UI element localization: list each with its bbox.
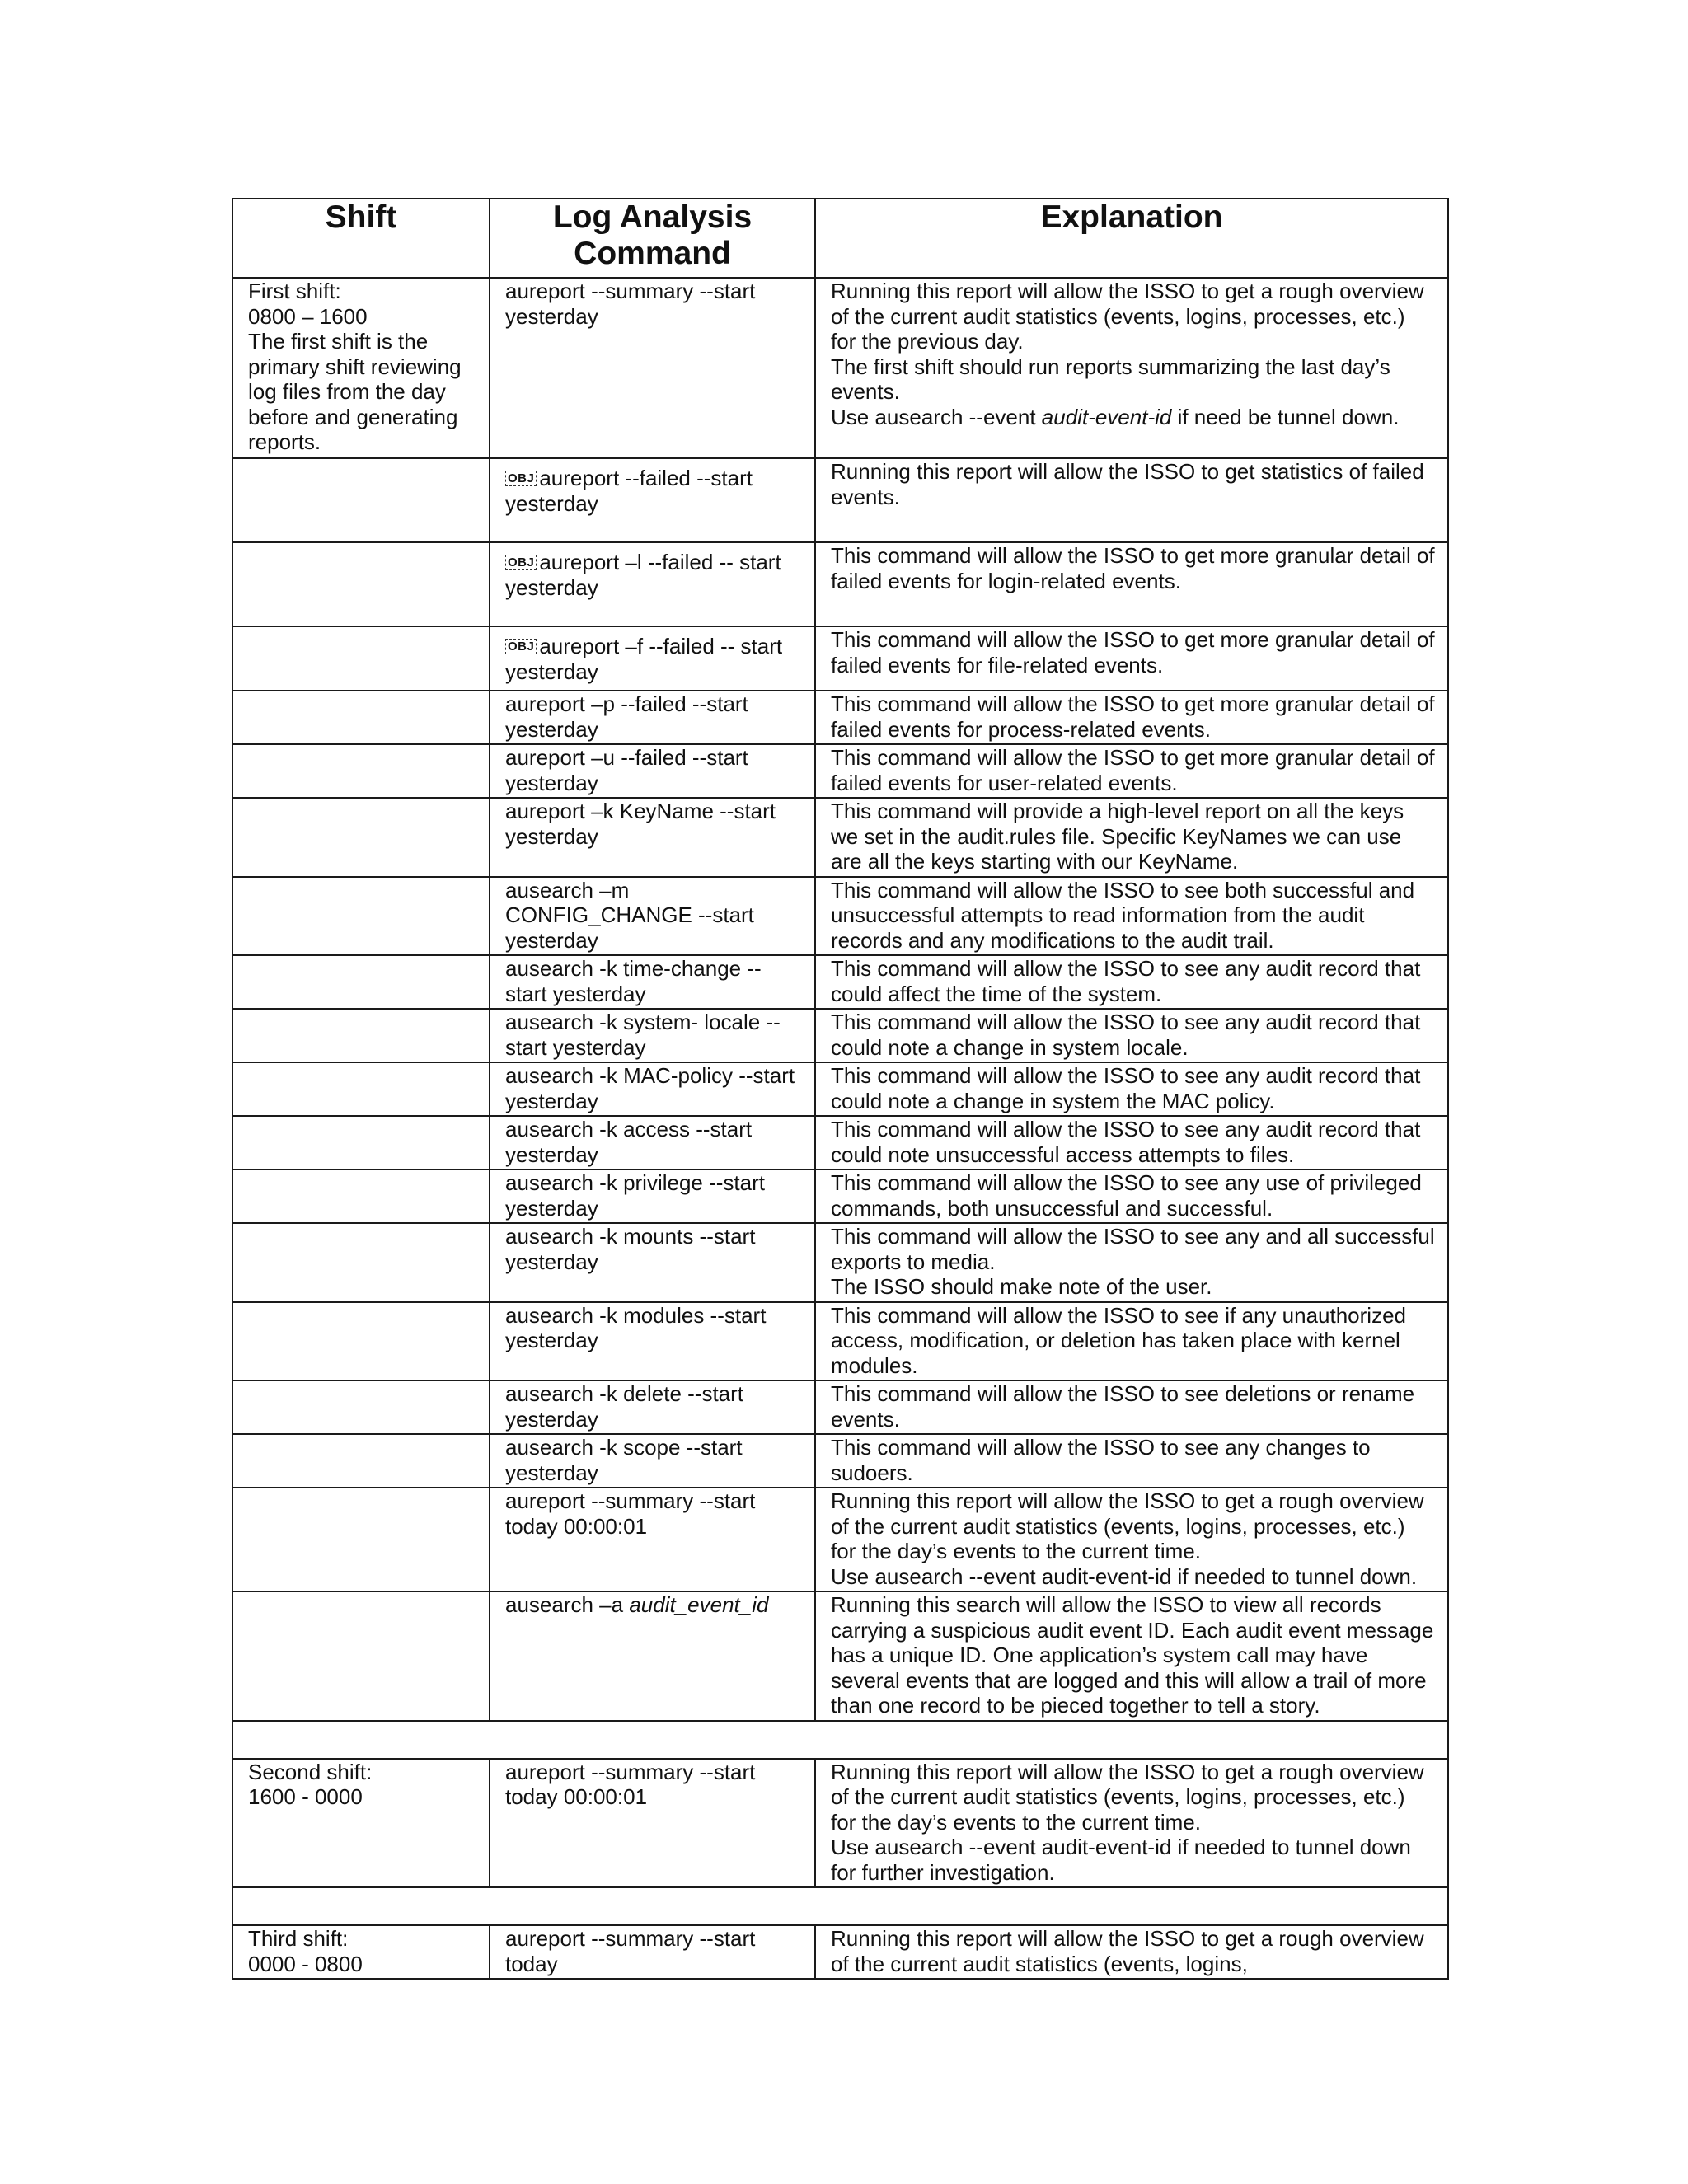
table-row (232, 1009, 1448, 1062)
spacer-cell (232, 1887, 1448, 1925)
command-cell (490, 542, 815, 626)
table-row (232, 1488, 1448, 1591)
table-row (232, 458, 1448, 542)
command-cell: ausearch -k time-change -- start yesterday (490, 955, 815, 1009)
command-cell (490, 458, 815, 542)
explanation-cell: This command will allow the ISSO to see any audit record that could note a change in system the MAC policy. (815, 1062, 1448, 1116)
table-row (232, 798, 1448, 877)
command-text: aureport --failed --start yesterday (505, 466, 753, 516)
command-cell: ausearch -k delete --start yesterday (490, 1380, 815, 1434)
command-cell: aureport –p --failed --start yesterday (490, 691, 815, 744)
table-row (232, 1925, 1448, 1979)
command-cell (490, 1591, 815, 1721)
explanation-text-italic: audit-event-id (1041, 404, 1172, 429)
explanation-cell (815, 1488, 1448, 1591)
header-explanation: Explanation (815, 199, 1448, 278)
table-row (232, 691, 1448, 744)
table-row (232, 877, 1448, 956)
shift-cell (232, 798, 490, 877)
explanation-cell: This command will allow the ISSO to see any audit record that could affect the time of the system. (815, 955, 1448, 1009)
shift-cell (232, 1380, 490, 1434)
shift-cell (232, 1591, 490, 1721)
explanation-cell: This command will allow the ISSO to get more granular detail of failed events for file-related events. (815, 626, 1448, 691)
explanation-cell: This command will allow the ISSO to see deletions or rename events. (815, 1380, 1448, 1434)
table-row (232, 1223, 1448, 1302)
shift-cell (232, 1434, 490, 1488)
explanation-cell: Running this search will allow the ISSO to view all records carrying a suspicious audit event ID. Each audit event message has a unique ID. One application’s system call may have several events that are logged and this will allow a trail of more than one record to be pieced together to tell a story. (815, 1591, 1448, 1721)
table-spacer-row (232, 1721, 1448, 1759)
table-row (232, 542, 1448, 626)
explanation-cell: Running this report will allow the ISSO to get a rough overview of the current audit statistics (events, logins, (815, 1925, 1448, 1979)
table-row (232, 626, 1448, 691)
table-header-row (232, 199, 1448, 278)
shift-text: Third shift: 0000 - 0800 (248, 1926, 363, 1976)
header-command: Log Analysis Command (490, 199, 815, 278)
shift-cell (232, 278, 490, 458)
shift-text: Second shift: 1600 - 0000 (248, 1759, 373, 1809)
command-cell: aureport --summary --start today (490, 1925, 815, 1979)
shift-cell (232, 744, 490, 798)
table-row (232, 1062, 1448, 1116)
explanation-cell: This command will allow the ISSO to see if any unauthorized access, modification, or deletion has taken place with kernel modules. (815, 1302, 1448, 1381)
command-cell: aureport –k KeyName --start yesterday (490, 798, 815, 877)
explanation-text-pre: Use ausearch --event (831, 404, 1042, 429)
table-row (232, 278, 1448, 458)
object-placeholder-icon: OBJ (505, 555, 537, 570)
command-cell: ausearch -k scope --start yesterday (490, 1434, 815, 1488)
shift-cell (232, 955, 490, 1009)
table-spacer-row (232, 1887, 1448, 1925)
table-row (232, 1302, 1448, 1381)
command-text: ausearch –a (505, 1592, 630, 1617)
table-row (232, 1759, 1448, 1888)
explanation-cell: This command will allow the ISSO to see any audit record that could note a change in system locale. (815, 1009, 1448, 1062)
shift-cell (232, 626, 490, 691)
shift-cell (232, 458, 490, 542)
table-row (232, 1116, 1448, 1169)
explanation-text: This command will allow the ISSO to see any and all successful exports to media. The ISSO should make note of the user. (831, 1224, 1435, 1299)
shift-cell (232, 691, 490, 744)
explanation-cell: This command will provide a high-level report on all the keys we set in the audit.rules file. Specific KeyNames we can use are all the keys starting with our KeyName. (815, 798, 1448, 877)
explanation-cell: This command will allow the ISSO to see both successful and unsuccessful attempts to read information from the audit records and any modifications to the audit trail. (815, 877, 1448, 956)
log-analysis-table (232, 198, 1449, 1980)
command-cell: ausearch –m CONFIG_CHANGE --start yesterday (490, 877, 815, 956)
shift-cell (232, 877, 490, 956)
shift-cell (232, 1488, 490, 1591)
explanation-cell (815, 1223, 1448, 1302)
explanation-text: Running this report will allow the ISSO to get a rough overview of the current audit statistics (events, logins, processes, etc.) for the day’s events to the current time. Use ausearch --event audit-event-id if needed to tunnel down. (831, 1488, 1424, 1589)
table-row (232, 955, 1448, 1009)
header-shift: Shift (232, 199, 490, 278)
shift-cell (232, 542, 490, 626)
shift-cell (232, 1169, 490, 1223)
shift-cell (232, 1925, 490, 1979)
explanation-cell: This command will allow the ISSO to see any use of privileged commands, both unsuccessful and successful. (815, 1169, 1448, 1223)
command-cell: aureport –u --failed --start yesterday (490, 744, 815, 798)
command-cell: ausearch -k system- locale --start yesterday (490, 1009, 815, 1062)
shift-cell (232, 1009, 490, 1062)
object-placeholder-icon: OBJ (505, 471, 537, 486)
command-text: aureport –f --failed -- start yesterday (505, 634, 783, 684)
command-cell: ausearch -k mounts --start yesterday (490, 1223, 815, 1302)
explanation-cell (815, 278, 1448, 458)
explanation-cell: This command will allow the ISSO to get more granular detail of failed events for user-related events. (815, 744, 1448, 798)
table-row (232, 744, 1448, 798)
table-row (232, 1591, 1448, 1721)
shift-cell (232, 1116, 490, 1169)
shift-cell (232, 1062, 490, 1116)
explanation-cell (815, 1759, 1448, 1888)
explanation-cell: This command will allow the ISSO to get more granular detail of failed events for process-related events. (815, 691, 1448, 744)
table-row (232, 1380, 1448, 1434)
command-text: aureport --summary --start yesterday (505, 279, 756, 329)
command-text-italic: audit_event_id (629, 1592, 769, 1617)
explanation-text: Running this report will allow the ISSO to get a rough overview of the current audit statistics (events, logins, processes, etc.) for the day’s events to the current time. Use ausearch --event audit-event-id if needed to tunnel down for further investigation. (831, 1759, 1424, 1885)
command-cell: ausearch -k modules --start yesterday (490, 1302, 815, 1381)
shift-cell (232, 1302, 490, 1381)
command-cell (490, 278, 815, 458)
object-placeholder-icon: OBJ (505, 639, 537, 654)
command-cell: ausearch -k MAC-policy --start yesterday (490, 1062, 815, 1116)
explanation-cell: This command will allow the ISSO to see any changes to sudoers. (815, 1434, 1448, 1488)
command-cell: aureport --summary --start today 00:00:01 (490, 1759, 815, 1888)
shift-cell (232, 1223, 490, 1302)
table-row (232, 1434, 1448, 1488)
table-row (232, 1169, 1448, 1223)
explanation-cell: This command will allow the ISSO to get more granular detail of failed events for login-related events. (815, 542, 1448, 626)
command-cell: aureport --summary --start today 00:00:01 (490, 1488, 815, 1591)
shift-text: First shift: 0800 – 1600 The first shift is the primary shift reviewing log files from the day before and generating reports. (248, 279, 462, 454)
command-cell: ausearch -k privilege --start yesterday (490, 1169, 815, 1223)
command-cell (490, 626, 815, 691)
explanation-cell: Running this report will allow the ISSO to get statistics of failed events. (815, 458, 1448, 542)
explanation-text: Running this report will allow the ISSO to get a rough overview of the current audit statistics (events, logins, processes, etc.) for the previous day. The first shift should run reports summarizing the last day’s events. (831, 279, 1424, 404)
spacer-cell (232, 1721, 1448, 1759)
shift-cell (232, 1759, 490, 1888)
command-text: aureport –l --failed -- start yesterday (505, 550, 781, 600)
command-cell: ausearch -k access --start yesterday (490, 1116, 815, 1169)
explanation-cell: This command will allow the ISSO to see any audit record that could note unsuccessful access attempts to files. (815, 1116, 1448, 1169)
explanation-text-post: if need be tunnel down. (1171, 404, 1400, 429)
